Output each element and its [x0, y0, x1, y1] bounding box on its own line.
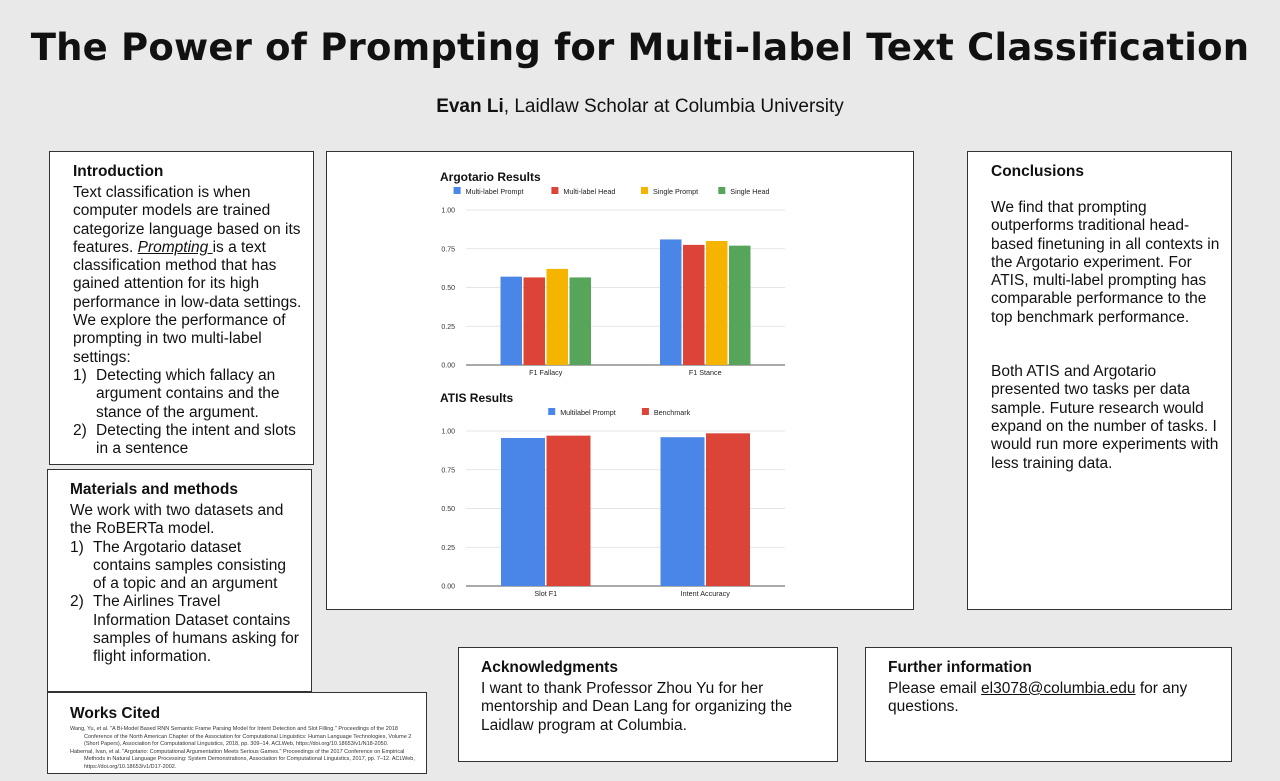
introduction-panel	[49, 151, 314, 465]
list-item	[70, 593, 301, 666]
acknowledgments-panel	[458, 647, 838, 762]
list-item-text: Detecting which fallacy an argument contains and the stance of the argument.	[96, 366, 280, 421]
legend-swatch	[551, 187, 558, 194]
introduction-heading: Introduction	[73, 163, 164, 180]
y-tick-label: 0.75	[441, 467, 455, 475]
conclusions-paragraph-2: Both ATIS and Argotario presented two tasks per data sample. Future research would expand on the number of tasks. I would run more experiments with less training data.	[991, 363, 1219, 472]
materials-heading: Materials and methods	[70, 481, 238, 498]
conclusions-heading: Conclusions	[991, 163, 1085, 180]
list-item-number: 1)	[70, 538, 84, 556]
y-tick-label: 1.00	[441, 428, 455, 436]
works-cited-list	[70, 726, 418, 771]
bar	[706, 433, 750, 586]
chart-title: ATIS Results	[440, 391, 514, 405]
works-cited-heading: Works Cited	[70, 705, 161, 722]
bar	[683, 245, 705, 365]
chart-title: Argotario Results	[440, 170, 541, 184]
bar	[570, 277, 592, 365]
list-item	[73, 367, 303, 422]
y-tick-label: 0.75	[441, 246, 455, 254]
conclusions-paragraph-1: We find that prompting outperforms traditional head-based finetuning in all contexts in the Argotario experiment. For ATIS, multi-label prompting has comparable performance to the top benchmark performance.	[991, 199, 1220, 326]
legend-swatch	[718, 187, 725, 194]
introduction-text-after: is a text classification method that has gained attention for its high performance in low-data settings. We explore the performance of prompting in two multi-label settings:	[73, 238, 302, 366]
list-item	[73, 422, 303, 459]
bar	[501, 438, 545, 586]
author-affiliation: , Laidlaw Scholar at Columbia University	[503, 96, 844, 117]
legend-label: Multi-label Head	[563, 187, 616, 196]
legend-label: Benchmark	[653, 408, 691, 417]
materials-panel	[47, 469, 312, 692]
acknowledgments-heading: Acknowledgments	[481, 659, 618, 676]
bar	[547, 269, 569, 365]
y-tick-label: 0.50	[441, 285, 455, 292]
further-info-heading: Further information	[888, 659, 1032, 676]
legend-swatch	[642, 408, 649, 415]
list-item	[70, 539, 301, 594]
bar	[524, 277, 546, 365]
introduction-text	[73, 184, 303, 367]
acknowledgments-text: I want to thank Professor Zhou Yu for her mentorship and Dean Lang for organizing the Laidlaw program at Columbia.	[481, 680, 793, 734]
results-charts-panel	[326, 151, 914, 610]
bar	[501, 277, 523, 365]
x-tick-label: F1 Stance	[688, 368, 722, 377]
materials-text: We work with two datasets and the RoBERTa model.	[70, 502, 284, 538]
results-charts	[327, 152, 913, 609]
poster-author	[0, 96, 1280, 118]
legend-label: Multilabel Prompt	[560, 408, 616, 417]
introduction-list	[73, 367, 303, 458]
further-info-text	[888, 680, 1221, 717]
email-link[interactable]: el3078@columbia.edu	[981, 680, 1136, 697]
bar	[661, 437, 705, 586]
works-cited-panel	[47, 692, 427, 774]
legend-label: Single Head	[730, 187, 770, 196]
list-item-text: The Argotario dataset contains samples consisting of a topic and an argument	[93, 538, 286, 593]
y-tick-label: 0.00	[441, 583, 455, 591]
bar	[729, 246, 751, 365]
bar	[706, 241, 728, 365]
author-name: Evan Li	[436, 96, 504, 117]
x-tick-label: F1 Fallacy	[529, 368, 563, 377]
materials-list	[70, 539, 301, 667]
bar	[547, 436, 591, 586]
legend-label: Multi-label Prompt	[465, 187, 524, 196]
introduction-text-before: Text classification is when computer models are trained categorize language based on its features.	[73, 184, 301, 256]
citation: Wang, Yu, et al. "A Bi-Model Based RNN Semantic Frame Parsing Model for Intent Detection and Slot Filling." Proceedings of the 2018 Conference of the North American Chapter of the Association for Computational Linguistics: Human Language Technologies, Volume 2 (Short Papers), Association for Computational Linguistics, 2018, pp. 309–14. ACLWeb, https://doi.org/10.18653/v1/N18-2050.	[70, 726, 412, 747]
conclusions-panel	[967, 151, 1232, 610]
introduction-emphasis: Prompting	[137, 238, 213, 256]
y-tick-label: 0.25	[441, 323, 455, 331]
legend-swatch	[454, 187, 461, 194]
y-tick-label: 0.00	[441, 362, 455, 370]
further-info-suffix: for any questions.	[888, 680, 1188, 716]
list-item-text: Detecting the intent and slots in a sentence	[96, 421, 296, 458]
x-tick-label: Intent Accuracy	[680, 589, 730, 598]
further-info-panel	[865, 647, 1232, 762]
legend-label: Single Prompt	[653, 187, 699, 196]
y-tick-label: 1.00	[441, 207, 455, 215]
x-tick-label: Slot F1	[534, 589, 558, 598]
list-item-number: 1)	[73, 366, 87, 384]
list-item-number: 2)	[70, 593, 84, 611]
legend-swatch	[548, 408, 555, 415]
list-item-text: The Airlines Travel Information Dataset contains samples of humans asking for flight information.	[93, 593, 299, 666]
y-tick-label: 0.50	[441, 506, 455, 513]
bar	[660, 239, 682, 365]
further-info-prefix: Please email	[888, 680, 982, 697]
legend-swatch	[641, 187, 648, 194]
citation: Habernal, Ivan, et al. "Argotario: Computational Argumentation Meets Serious Games." Proceedings of the 2017 Conference on Empirical Methods in Natural Language Processing: System Demonstrations, Association for Computational Linguistics, 2017, pp. 7–12. ACLWeb, https://doi.org/10.18653/v1/D17-2002.	[70, 748, 415, 770]
poster-title: The Power of Prompting for Multi-label Text Classification	[30, 26, 1250, 69]
y-tick-label: 0.25	[441, 544, 455, 552]
list-item-number: 2)	[73, 421, 87, 439]
